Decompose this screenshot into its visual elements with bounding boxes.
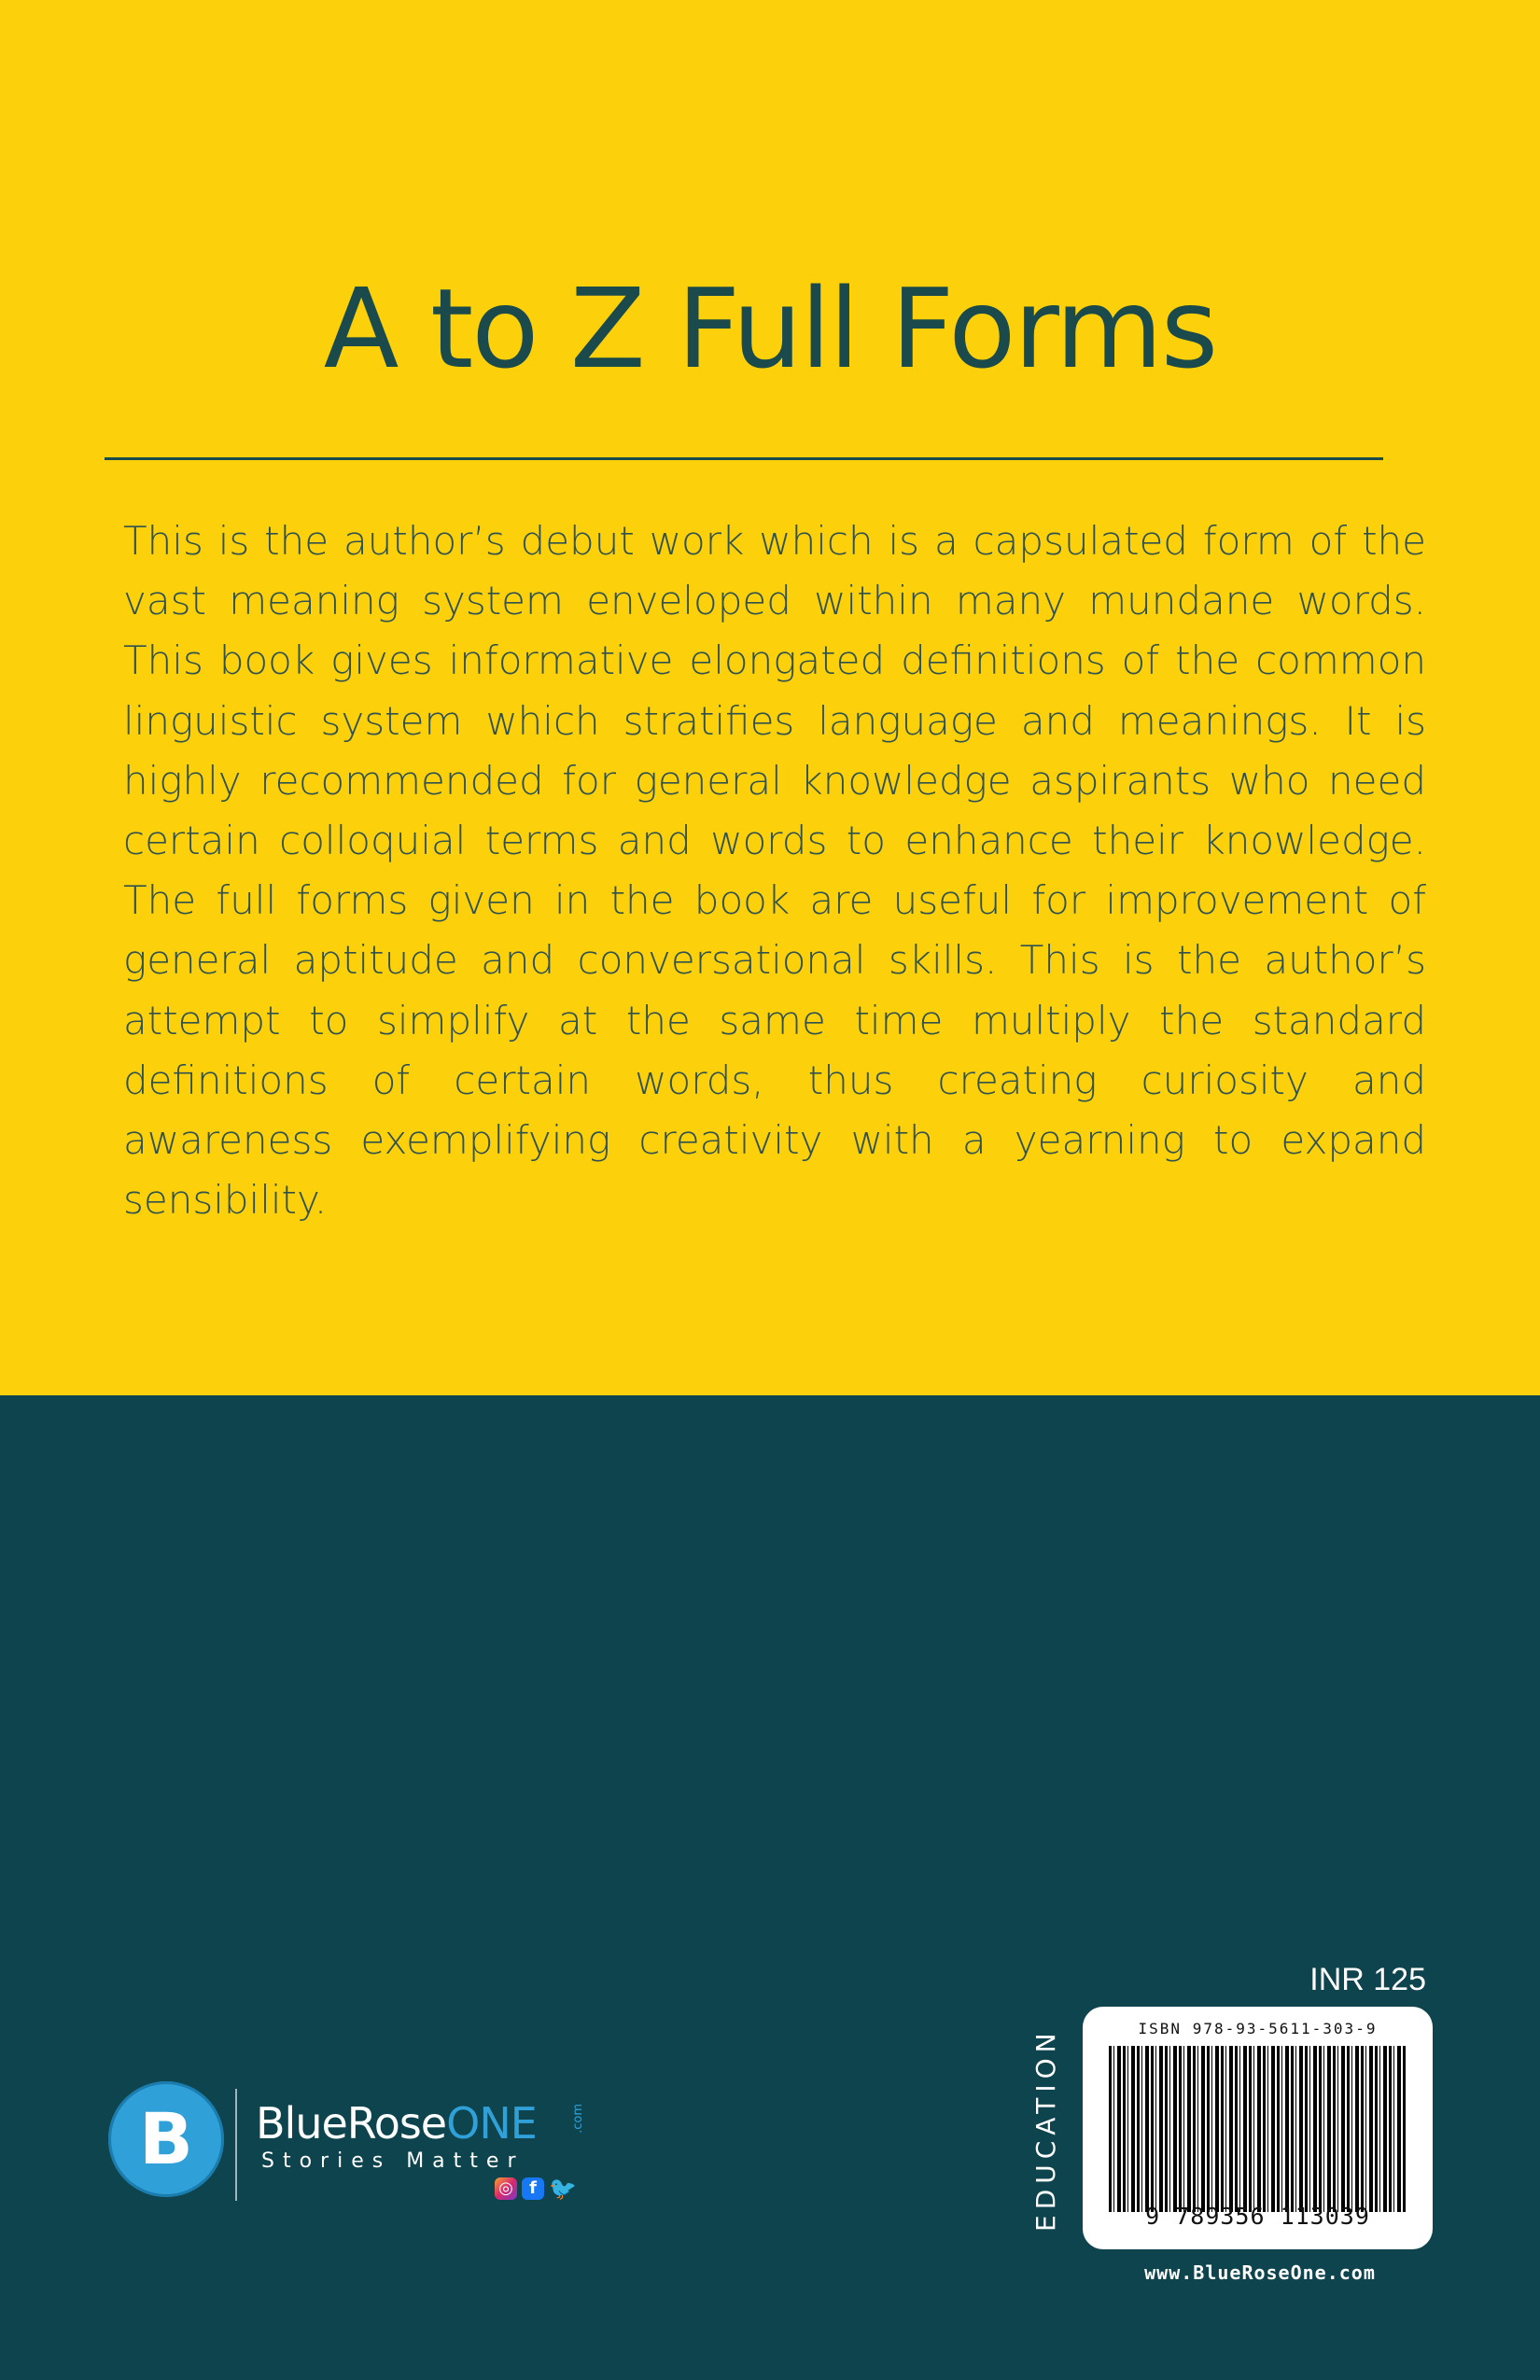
social-icons xyxy=(495,2176,577,2202)
barcode xyxy=(1109,2046,1407,2212)
publisher-name-part2: ONE xyxy=(446,2098,537,2149)
book-genre: EDUCATION xyxy=(1030,2027,1061,2233)
isbn-digits: 9 789356 113039 xyxy=(1145,2203,1370,2230)
isbn-label: ISBN 978-93-5611-303-9 xyxy=(1138,2020,1378,2037)
instagram-icon: ◎ xyxy=(495,2177,517,2200)
logo-divider xyxy=(235,2089,237,2201)
publisher-name-suffix: .com xyxy=(571,2104,585,2134)
logo-letter: B xyxy=(139,2097,193,2180)
publisher-name xyxy=(256,2098,537,2149)
bluerose-logo-icon xyxy=(108,2081,224,2197)
barcode-panel xyxy=(1083,2007,1433,2249)
publisher-name-part1: BlueRose xyxy=(256,2098,447,2149)
publisher-tagline: Stories Matter xyxy=(261,2149,525,2173)
publisher-website: www.BlueRoseOne.com xyxy=(1144,2261,1376,2284)
book-blurb: This is the author’s debut work which is a capsulated form of the vast meaning system enveloped within many mundane words. This book gives informative elongated definitions of the common linguistic system which stratifies language and meanings. It is highly recommended for general knowledge aspirants who need certain colloquial terms and words to enhance their knowledge. The full forms given in the book are useful for improvement of general aptitude and conversational skills. This is the author’s attempt to simplify at the same time multiply the standard definitions of certain words, thus creating curiosity and awareness exemplifying creativity with a yearning to expand sensibility. xyxy=(123,518,1426,1224)
twitter-icon: 🐦 xyxy=(549,2176,577,2202)
title-divider xyxy=(105,457,1383,460)
book-price: INR 125 xyxy=(1309,1962,1426,1997)
book-title: A to Z Full Forms xyxy=(323,264,1217,393)
facebook-icon: f xyxy=(522,2177,544,2200)
